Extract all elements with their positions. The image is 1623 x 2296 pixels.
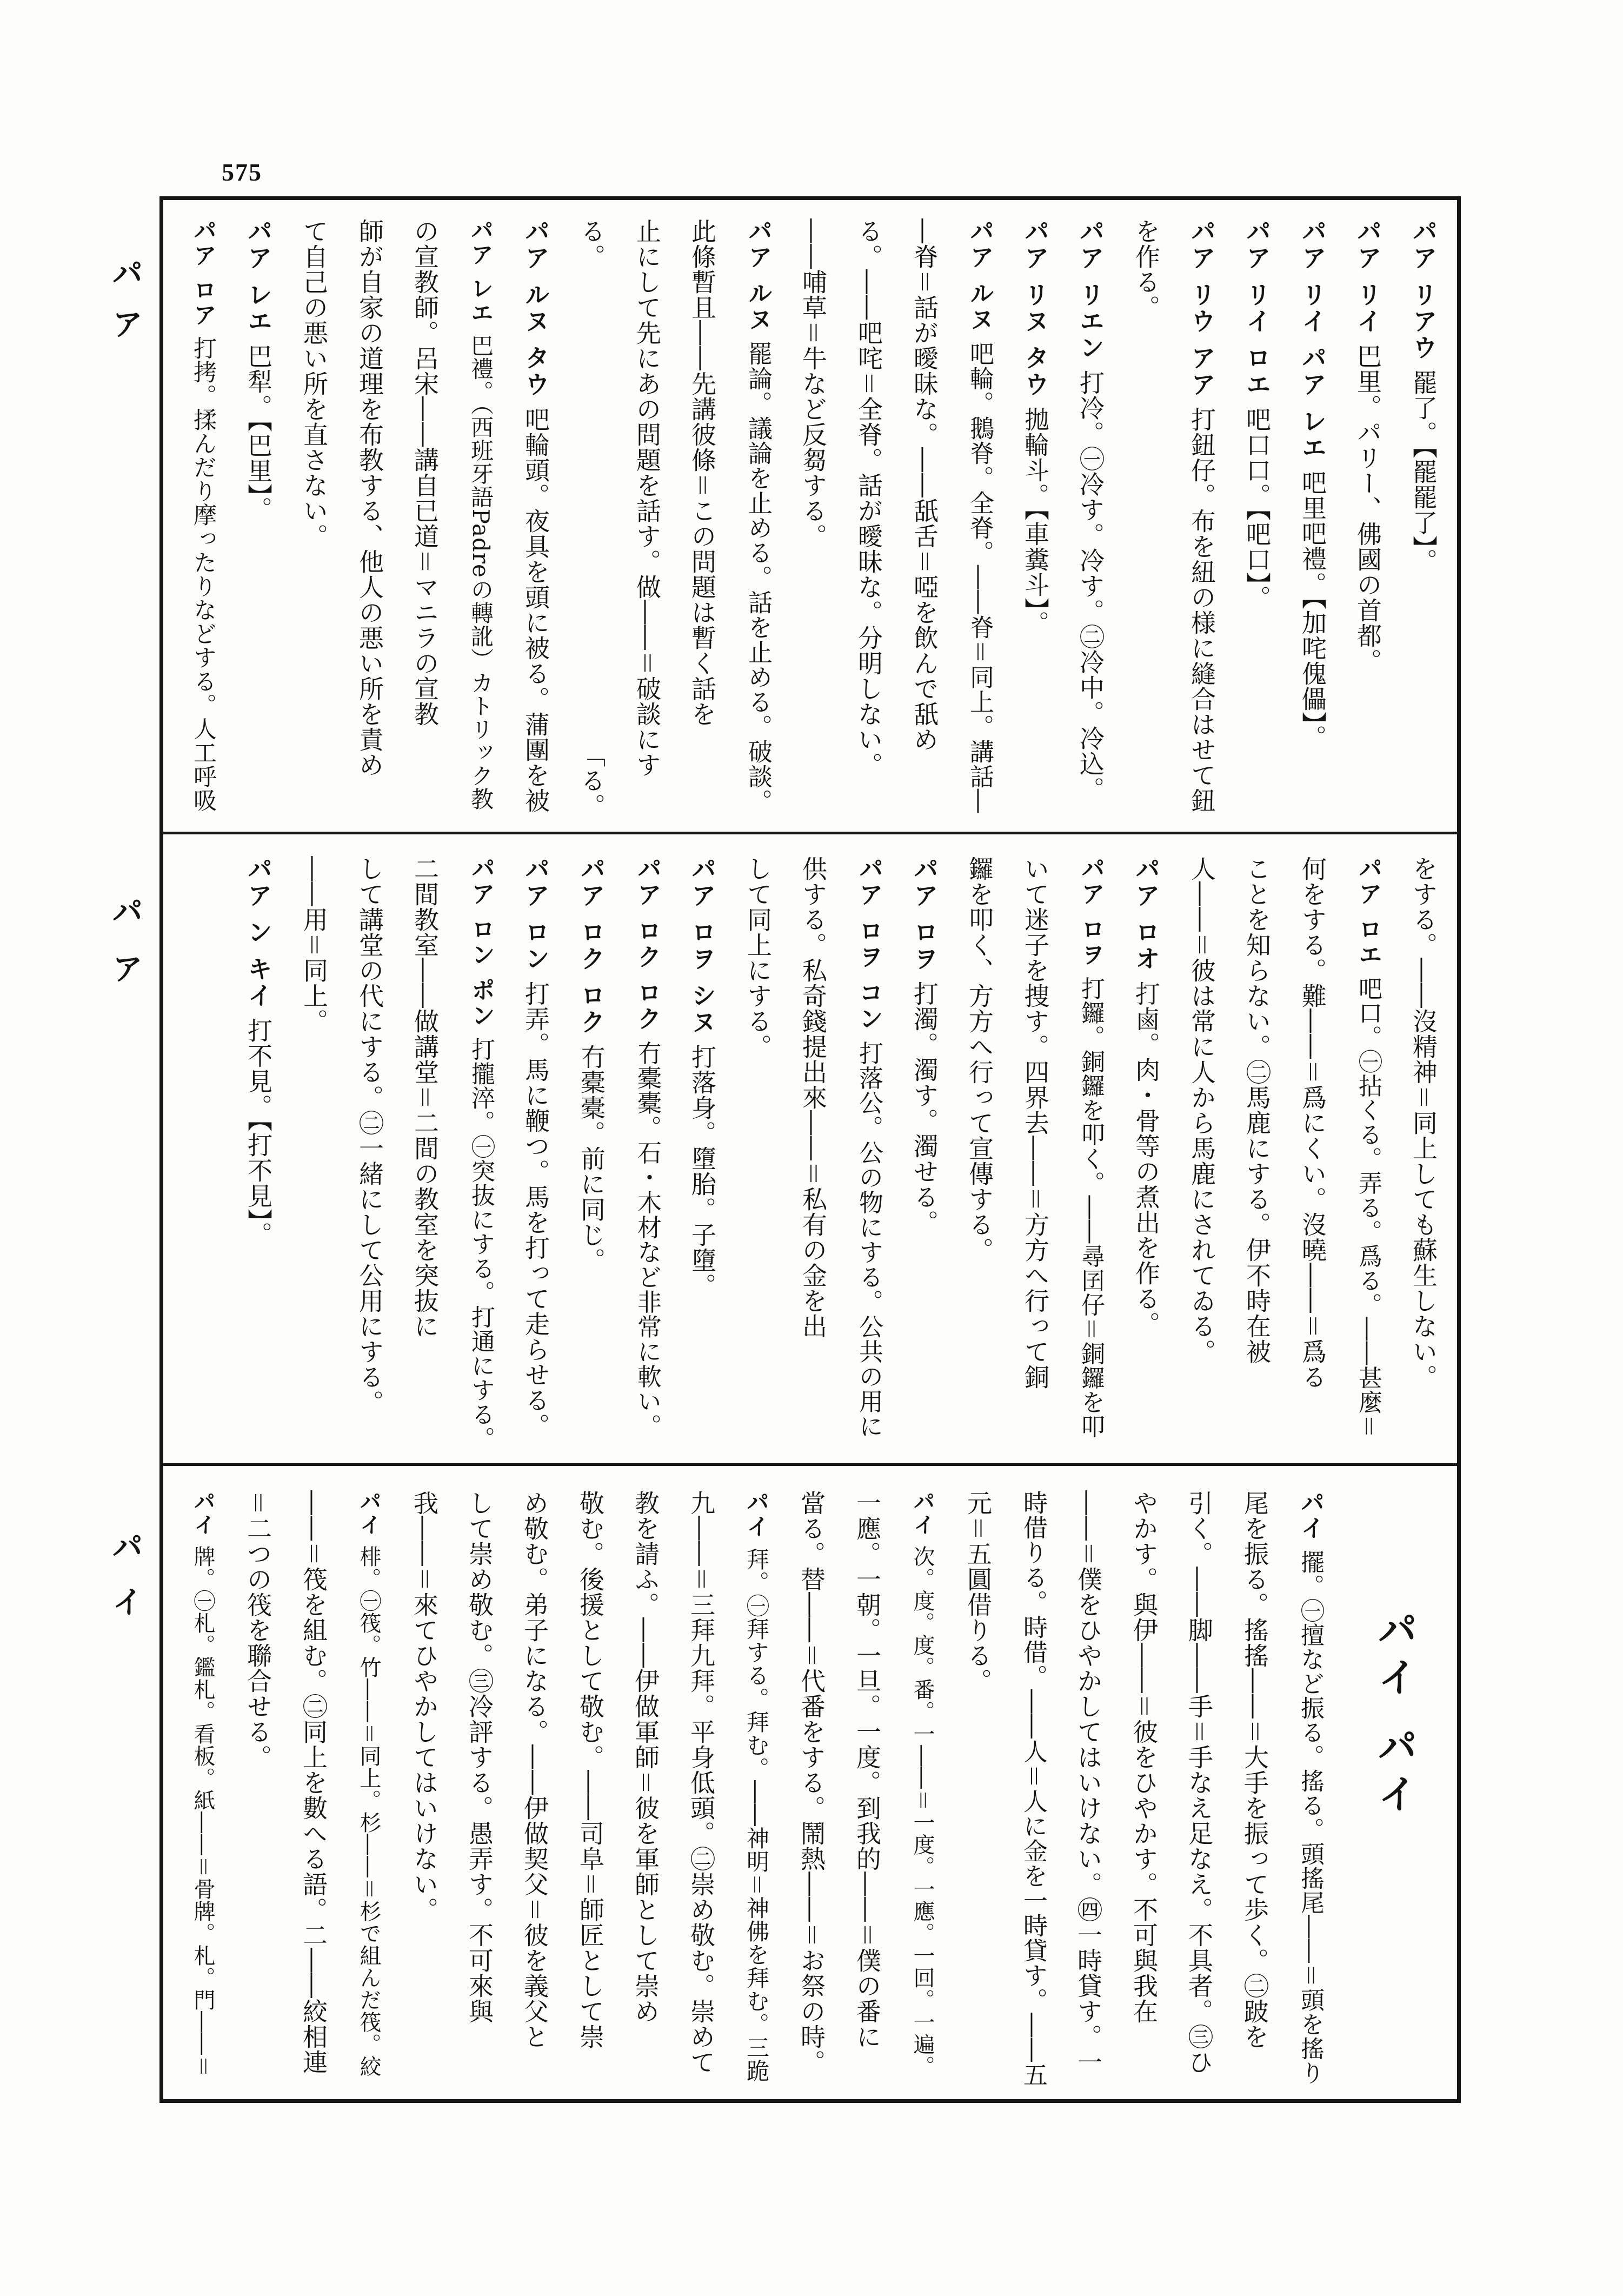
definition-text: 供する。私奇錢提出來――＝私有の金を出 (799, 856, 828, 1339)
definition-text: 打冷。㊀冷す。冷す。㊁冷中。冷込。 (1076, 370, 1105, 802)
entry-column (1352, 218, 1384, 674)
definition-text: して同上にする。 (743, 856, 773, 1059)
definition-text: して講堂の代にする。㊁一緒にして公用にする。 (355, 856, 384, 1415)
headword-kana: パア ロク ロク (633, 856, 662, 1032)
continuation-column (1241, 856, 1273, 1364)
entry-column (1074, 218, 1107, 802)
continuation-column (1019, 856, 1052, 1390)
continuation-column (797, 856, 829, 1339)
entry-column (631, 856, 663, 1438)
definition-text: 我――＝來てひやかしてはいけない。 (410, 1490, 439, 1922)
continuation-column (1239, 1490, 1271, 2049)
definition-text: 打拷。揉んだり摩ったりなどする。人工呼吸 (190, 336, 217, 812)
headword-kana: パア ロア (190, 218, 217, 328)
entry-column (1019, 218, 1052, 636)
headword-kana: パア ロン ポン (467, 856, 495, 1028)
continuation-column (629, 1490, 662, 2024)
side-index-label-bottom: パイ (107, 1530, 143, 1641)
definition-text: 吧輪頭。夜具を頭に被る。蒲團を被 (521, 407, 550, 814)
section-header: パイ パイ (1371, 1609, 1418, 1821)
headword-kana: パア ルヌ (744, 218, 773, 333)
definition-text: 止にして先にあの問題を話す。做――＝破談にす (633, 218, 662, 778)
definition-text: 人――＝彼は常に人から馬鹿にされてゐる。 (1187, 856, 1216, 1364)
headword-kana: パイ (910, 1490, 935, 1537)
definition-text: ――＝僕をひやかしてはいけない。㊃一時貸す。一 (1074, 1490, 1103, 2075)
headword-kana: パア リイ パア レエ (1298, 218, 1327, 462)
entry-column (187, 1490, 219, 2078)
continuation-column (963, 856, 996, 1263)
continuation-column (242, 1490, 274, 1770)
definition-text: 打落公。公の物にする。公共の用に (855, 1040, 883, 1439)
entry-column (1296, 218, 1329, 750)
continuation-column (298, 218, 330, 549)
definition-text: る。――吧咤＝全脊。話が曖昧な。分明しない。 (854, 218, 883, 778)
definition-text: 敬む。後援として敬む。――司阜＝師匠として崇 (576, 1490, 605, 2049)
definition-text: 打濁。濁す。濁せる。 (910, 981, 939, 1236)
headword-kana: パア ルヌ タウ (521, 218, 550, 399)
definition-text: る。 (577, 218, 606, 269)
definition-text: 打鹵。肉・骨等の煮出を作る。 (1132, 981, 1161, 1337)
continuation-column (354, 856, 386, 1415)
definition-text: 巴犁。【巴里】。 (244, 343, 273, 522)
entry-column (520, 856, 552, 1438)
definition-text: いて迷子を捜す。四界去――＝方方へ行って銅 (1021, 856, 1050, 1390)
definition-text: 拋輪斗。【車糞斗】。 (1021, 407, 1050, 636)
continuation-column (795, 1490, 828, 2075)
headword-kana: パイ (1296, 1490, 1324, 1541)
entry-column (1241, 218, 1273, 611)
continuation-column (631, 218, 663, 778)
headword-kana: パイ (190, 1490, 216, 1537)
continuation-column (574, 1490, 607, 2049)
definition-text: 擺。㊀擅など振る。搖る。頭搖尾――＝頭を搖り (1296, 1550, 1324, 2085)
headword-kana: パア ロク ロク (577, 856, 606, 1036)
headword-kana: パア リアウ (1409, 218, 1438, 362)
definition-text: 鑼を叩く、方方へ行って宣傳する。 (965, 856, 994, 1263)
tier-divider (159, 1463, 1461, 1466)
continuation-column (409, 218, 441, 727)
continuation-column (354, 218, 386, 778)
entry-column (575, 856, 608, 1273)
entry-column (1074, 856, 1107, 1438)
continuation-column (1017, 1490, 1049, 2087)
continuation-column (685, 1490, 717, 2075)
continuation-column (1128, 1490, 1160, 2024)
continuation-column (742, 856, 774, 1059)
definition-text: 二間教室――做講堂＝二間の教室を突抜に (410, 856, 440, 1339)
headword-kana: パア レエ (244, 218, 273, 335)
definition-text: をする。――沒精神＝同上しても蘇生しない。 (1409, 856, 1438, 1390)
headword-kana: パア ロヲ コン (855, 856, 883, 1032)
entry-column (742, 218, 774, 814)
continuation-column (851, 1490, 883, 2049)
entry-column (1186, 218, 1218, 813)
definition-text: 罷論。議論を止める。話を止める。破談。 (744, 341, 773, 814)
definition-text: 當る。替――＝代番をする。鬧熱――＝お祭の時。 (797, 1490, 826, 2075)
headword-kana: パア ロヲ (910, 856, 939, 973)
definition-text: 打鈕仔。布を紐の様に縫合はせて鈕 (1187, 407, 1216, 814)
continuation-column (518, 1490, 551, 2049)
definition-text: 拜。㊀拜する。拜む。――神明＝神佛を拜む。三跪 (743, 1548, 770, 2083)
definition-text: の宣教師。呂宋――講自已道＝マニラの宣教 (410, 218, 440, 727)
entry-column (1130, 856, 1162, 1337)
continuation-column (575, 218, 608, 269)
entry-column (187, 218, 219, 812)
continuation-column (408, 1490, 441, 1922)
headword-kana: パア リイ ロエ (1242, 218, 1272, 399)
definition-text: 罷了。【罷罷了】。 (1409, 370, 1438, 574)
definition-text: 元＝五圓借りる。 (963, 1490, 993, 1694)
headword-kana: パア ルヌ (966, 218, 994, 333)
continuation-column (409, 856, 441, 1339)
entry-column (963, 218, 996, 814)
entry-column (686, 856, 719, 1298)
definition-text: 何をする。難――＝爲にくい。沒曉――＝爲る (1298, 856, 1327, 1390)
continuation-column (463, 1490, 496, 2024)
definition-text: を作る。 (1132, 218, 1161, 320)
continuation-tail: 「る。 (577, 742, 606, 819)
definition-text: 冇橐橐。前に同じ。 (577, 1044, 606, 1273)
headword-kana: パア ロン (521, 856, 550, 973)
entry-column (906, 1490, 939, 2078)
headword-kana: パア ン キイ (244, 856, 273, 1010)
definition-text: 次。度。度。番。一――＝一度。一應。一回。一遍。 (910, 1545, 935, 2078)
headword-kana: パア リウ アア (1187, 218, 1216, 399)
headword-kana: パイ (356, 1490, 382, 1537)
continuation-column (298, 856, 330, 1034)
definition-text: 巴里。パリー、佛國の首都。 (1353, 343, 1382, 674)
entry-column (1352, 856, 1384, 1438)
definition-text: やかす。與伊――＝彼をひやかす。不可與我在 (1129, 1490, 1159, 2024)
entry-column (352, 1490, 385, 2078)
headword-kana: パイ (743, 1490, 770, 1539)
entry-column (464, 856, 497, 1451)
headword-kana: パア ロオ (1132, 856, 1161, 973)
side-index-label-middle: パア (107, 895, 143, 1010)
headword-kana: パア ロヲ シヌ (688, 856, 717, 1036)
definition-text: て自己の悪い所を直さない。 (300, 218, 329, 549)
continuation-column (1072, 1490, 1105, 2075)
definition-text: 打不見。【打不見】。 (244, 1018, 273, 1247)
definition-text: め敬む。弟子になる。――伊做契父＝彼を義父と (520, 1490, 549, 2049)
continuation-column (908, 218, 941, 752)
headword-kana: パア ロエ (1354, 856, 1382, 968)
entry-column (1407, 218, 1440, 574)
continuation-column (962, 1490, 994, 1694)
definition-text: 尾を振る。搖搖――＝大手を振って歩く。㊁跛を (1240, 1490, 1269, 2049)
definition-text: 師が自家の道理を布教する、他人の悪い所を責め (355, 218, 384, 778)
definition-text: 此條暫且――先講彼條＝この問題は暫く話を (688, 218, 717, 727)
definition-text: 吧輪。鵝脊。全脊。――脊＝同上。講話― (966, 341, 994, 814)
continuation-column (1407, 856, 1440, 1390)
page-number: 575 (222, 158, 262, 186)
definition-text: 巴禮。（西班牙語Padreの轉訛）カトリック教 (468, 334, 494, 811)
definition-text: ――用＝同上。 (300, 856, 329, 1034)
definition-text: ――＝筏を組む。㊁同上を數へる語。二――絞相連 (299, 1490, 328, 2075)
definition-text: して崇め敬む。㊂冷評する。愚弄す。不可來與 (465, 1490, 494, 2024)
definition-text: 吧口口。【吧口】。 (1242, 407, 1272, 611)
definition-text: 打鑼。銅鑼を叩く。――尋囝仔＝銅鑼を叩 (1077, 976, 1105, 1439)
definition-text: ことを知らない。㊁馬鹿にする。伊不時在被 (1242, 856, 1272, 1364)
headword-kana: パア ロヲ (1077, 856, 1105, 968)
entry-column (242, 856, 275, 1247)
tier-divider (159, 832, 1461, 834)
definition-text: 打攏淬。㊀突抜にする。打通にする。 (467, 1037, 495, 1451)
entry-column (740, 1490, 773, 2082)
definition-text: 時借りる。時借。――人＝人に金を一時貸す。――五 (1019, 1490, 1048, 2087)
definition-text: 教を請ふ。――伊做軍師＝彼を軍師として崇め (631, 1490, 660, 2024)
headword-kana: パア リヌ タウ (1021, 218, 1050, 399)
continuation-column (297, 1490, 330, 2075)
entry-column (853, 856, 885, 1438)
headword-kana: パア レエ (468, 218, 494, 326)
definition-text: 打落身。墮胎。子墮。 (688, 1044, 717, 1299)
definition-text: ――哺草＝牛など反芻する。 (799, 218, 828, 549)
headword-kana: パア リイ (1353, 218, 1382, 335)
continuation-column (853, 218, 885, 778)
headword-kana: パア リエン (1076, 218, 1105, 362)
definition-text: ―脊＝話が曖昧な。――舐舌＝啞を飲んで舐め (910, 218, 939, 752)
continuation-column (1186, 856, 1218, 1364)
entry-column (520, 218, 552, 813)
definition-text: 吧里吧禮。【加咤傀儡】。 (1298, 470, 1327, 751)
entry-column (242, 218, 275, 522)
definition-text: 牌。㊀札。鑑札。看板。紙――＝骨牌。札。門――＝ (190, 1545, 215, 2078)
definition-text: 棑。㊀筏。竹――＝同上。杉――＝杉で組んだ筏。絞 (356, 1545, 381, 2078)
continuation-column (797, 218, 829, 549)
definition-text: 一應。一朝。一旦。一度。到我的――＝僕の番に (853, 1490, 882, 2049)
entry-column (908, 856, 941, 1235)
side-index-label-top: パア (107, 257, 143, 359)
definition-text: 打弄。馬に鞭つ。馬を打って走らせる。 (521, 981, 550, 1439)
entry-column (464, 218, 497, 811)
definition-text: 冇橐橐。石・木材など非常に軟い。 (633, 1040, 662, 1439)
definition-text: 吧口。㊀拈くる。弄る。爲る。――甚麼＝ (1354, 976, 1382, 1439)
continuation-column (686, 218, 719, 727)
continuation-column (1130, 218, 1162, 320)
definition-text: 九――＝三拜九拜。平身低頭。㊁崇め敬む。崇めて (687, 1490, 716, 2075)
definition-text: 引く。――脚――手＝手なえ足なえ。不具者。㊂ひ (1185, 1490, 1214, 2075)
continuation-column (1296, 856, 1329, 1390)
entry-column (1294, 1490, 1326, 2085)
continuation-column (1183, 1490, 1215, 2075)
definition-text: ＝二つの筏を聯合せる。 (243, 1490, 272, 1770)
